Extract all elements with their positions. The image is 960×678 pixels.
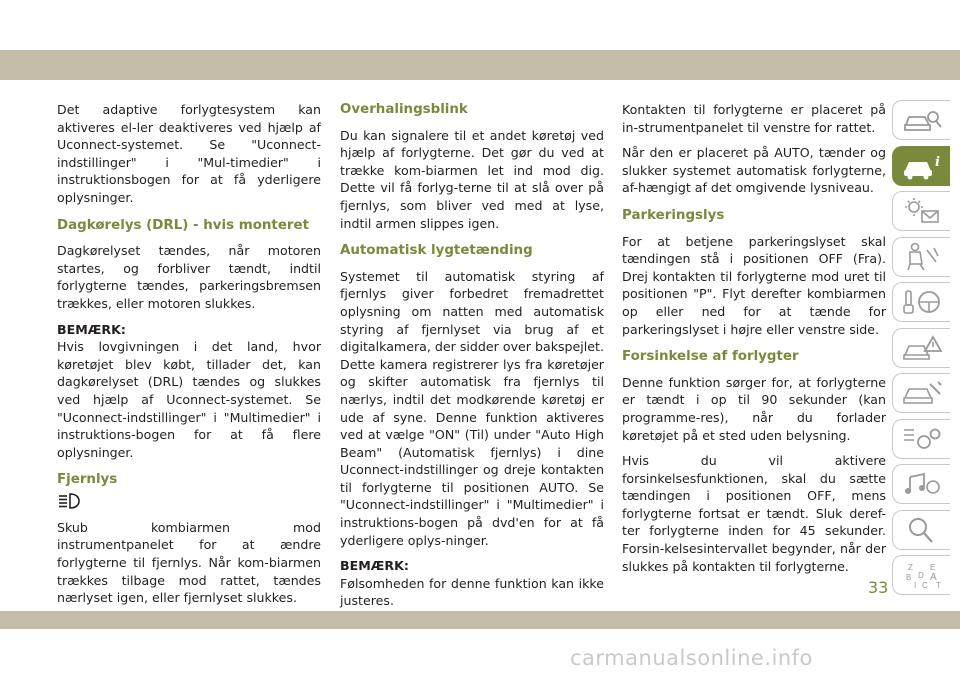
tab-settings-gears[interactable] (892, 419, 950, 459)
search-icon (900, 515, 944, 545)
index-letter: C (921, 581, 928, 590)
tab-multimedia[interactable] (892, 464, 950, 504)
paragraph: Du kan signalere til et andet køretøj ved hjælp af forlygterne. Det gør du ved at trække kom-biarmen let ind mod dig. Dette vil få forlyg-terne til at slå over på fjernlys, som bliver ved med at lyse, indtil armen slippes igen. (340, 127, 604, 231)
note (57, 321, 321, 462)
section-heading-fjernlys: Fjernlys (57, 472, 118, 488)
alphabetical-index-icon (900, 560, 944, 590)
note-text: Følsomheden for denne funktion kan ikke justeres. (340, 575, 604, 609)
car-info-icon (900, 151, 944, 181)
note-label: BEMÆRK: (340, 558, 409, 574)
paragraph: Dagkørelyset tændes, når motoren startes, og forbliver tændt, indtil forlygterne tændes, parkeringsbremsen trækkes, eller motoren slukkes. (57, 243, 321, 311)
seatbelt-airbag-icon (900, 242, 944, 272)
note-label: BEMÆRK: (57, 321, 126, 337)
column-2 (340, 101, 604, 618)
note-text: Hvis lovgivningen i det land, hvor køretøjet blev købt, tillader det, kan dagkørelyset (DRL) tændes og slukkes ved hjælp af Uconnect-systemet. Se "Uconnect-indstillinger" i "Multimedier" i instruktions-bogen for at få flere oplysninger. (57, 339, 321, 460)
high-beam-icon (57, 491, 321, 513)
hazard-breakdown-icon (900, 333, 944, 363)
index-letter: T (935, 581, 941, 590)
section-heading-drl: Dagkørelys (DRL) - hvis monteret (57, 217, 310, 233)
column-3 (622, 101, 886, 583)
paragraph: Kontakten til forlygterne er placeret på in-strumentpanelet til venstre for rattet. (622, 102, 886, 135)
svg-text:i: i (934, 154, 940, 170)
index-letter: D (917, 571, 924, 580)
tab-steering-wheel[interactable] (892, 282, 950, 322)
paragraph: Systemet til automatisk styring af fjernlys giver forbedret fremadrettet oplysning om natten med automatisk styring af fjernlyset via brug af et digitalkamera, der sidder over bakspejlet. Dette kamera registrerer lys fra køretøjer og skifter automatisk fra fjernlys til nærlys, indtil det modkørende køretøj er ude af syne. Denne funktion aktiveres ved at vælge "ON" (Til) under "Auto High Beam" (Automatisk fjernlys) i dine Uconnect-indstillinger og dreje kontakten til forlygterne til positionen AUTO. Se "Uconnect-indstillinger" i "Multimedier" i instruktions-bogen på dvd'en for at få yderligere oplys-ninger. (340, 268, 604, 548)
index-letter: B (905, 573, 911, 582)
paragraph: Skub kombiarmen mod instrumentpanelet for at ændre forlygterne til fjernlys. Når kom-biarmen trækkes tilbage mod rattet, tændes nærlyset igen, eller fjernlyset slukkes. (57, 519, 321, 606)
index-letter: A (929, 572, 937, 583)
watermark: carmanualsonline.info (570, 646, 813, 670)
tab-car-service[interactable] (892, 373, 950, 413)
top-band (0, 50, 960, 80)
tab-seatbelt-airbag[interactable] (892, 237, 950, 277)
tab-warning-lights[interactable] (892, 191, 950, 231)
bottom-band (0, 611, 960, 629)
index-letter: I (913, 581, 916, 590)
multimedia-icon (900, 469, 944, 499)
tab-car-info[interactable] (892, 146, 950, 186)
warning-lights-icon (900, 196, 944, 226)
paragraph: Hvis du vil aktivere forsinkelsesfunktionen, skal du sætte tændingen i positionen OFF, mens forlygterne fortsat er tændt. Sluk deref-ter forlygterne inden for 45 sekunder. Forsin-kelsesintervallet begynder, når der slukkes på kontakten til forlygterne. (622, 453, 886, 574)
tab-alphabetical-index[interactable] (892, 555, 950, 595)
tab-hazard-breakdown[interactable] (892, 328, 950, 368)
section-heading-forsinkelse: Forsinkelse af forlygter (622, 349, 799, 365)
paragraph: Denne funktion sørger for, at forlygterne er tændt i op til 90 sekunder (kan programme-res), når du forlader køretøjet på et sted uden belysning. (622, 374, 886, 443)
paragraph: Når den er placeret på AUTO, tænder og slukker systemet automatisk forlygterne, af-hængigt af det omgivende lysniveau. (622, 145, 886, 196)
car-service-icon (900, 378, 944, 408)
page-number: 33 (868, 578, 889, 597)
index-letter: E (929, 563, 935, 572)
steering-wheel-icon (900, 287, 944, 317)
section-heading-overhalingsblink: Overhalingsblink (340, 102, 468, 117)
tab-car-search[interactable] (892, 100, 950, 140)
section-heading-automatisk: Automatisk lygtetænding (340, 243, 533, 259)
note (340, 557, 604, 610)
index-letter: Z (907, 563, 913, 572)
section-heading-parkeringslys: Parkeringslys (622, 207, 725, 223)
car-search-icon (900, 105, 944, 135)
paragraph: Det adaptive forlygtesystem kan aktiveres el-ler deaktiveres ved hjælp af Uconnect-systemet. Se "Uconnect-indstillinger" i "Mul-timedier" i instruktionsbogen for at få yderligere oplysninger. (57, 102, 321, 205)
paragraph: For at betjene parkeringslyset skal tændingen stå i positionen OFF (Fra). Drej kontakten til forlygterne mod uret til positionen "P". Flyt derefter kombiarmen op eller ned for at tænde for parkeringslyset i højre eller venstre side. (622, 233, 886, 337)
tab-search[interactable] (892, 510, 950, 550)
chapter-tabs (892, 100, 950, 601)
settings-gears-icon (900, 424, 944, 454)
column-1 (57, 101, 321, 615)
